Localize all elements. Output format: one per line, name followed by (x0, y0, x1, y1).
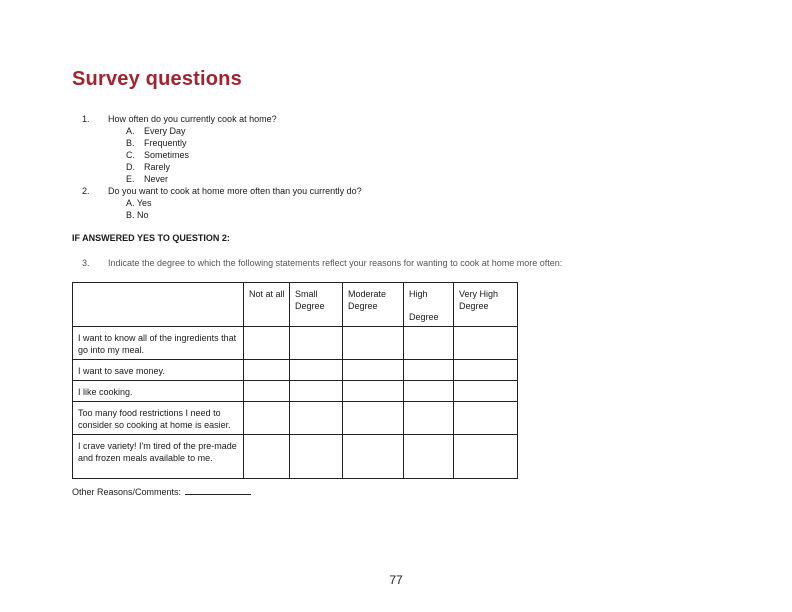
header-empty (73, 283, 244, 327)
statement-cell: Too many food restrictions I need to consider so cooking at home is easier. (73, 402, 244, 435)
rating-cell-small[interactable] (290, 435, 343, 479)
header-degree-label: Degree (409, 312, 439, 322)
option-letter: B. (126, 138, 135, 148)
rating-table (72, 282, 518, 479)
rating-cell-small[interactable] (290, 381, 343, 402)
rating-cell-very-high[interactable] (454, 381, 518, 402)
conditional-instruction: IF ANSWERED YES TO QUESTION 2: (72, 233, 230, 243)
question-1-number: 1. (82, 114, 90, 124)
rating-cell-high[interactable] (404, 402, 454, 435)
rating-cell-very-high[interactable] (454, 360, 518, 381)
option-text: Every Day (144, 126, 186, 136)
option-letter: D. (126, 162, 135, 172)
option-text: Frequently (144, 138, 187, 148)
question-3-text: Indicate the degree to which the following statements reflect your reasons for wanting to cook at home more often: (108, 258, 563, 268)
rating-cell-moderate[interactable] (343, 360, 404, 381)
question-2-text: Do you want to cook at home more often than you currently do? (108, 186, 362, 196)
q2-option-yes[interactable]: A. Yes (126, 198, 152, 208)
rating-cell-moderate[interactable] (343, 435, 404, 479)
option-text: Rarely (144, 162, 171, 172)
header-moderate-degree: Moderate Degree (343, 283, 404, 327)
table-row (73, 402, 518, 435)
rating-cell-high[interactable] (404, 360, 454, 381)
table-row (73, 360, 518, 381)
comments-blank-line[interactable] (185, 485, 251, 495)
rating-cell-high[interactable] (404, 381, 454, 402)
table-row (73, 435, 518, 479)
rating-cell-small[interactable] (290, 402, 343, 435)
rating-cell-high[interactable] (404, 327, 454, 360)
q2-option-no[interactable]: B. No (126, 210, 149, 220)
option-letter: C. (126, 150, 135, 160)
rating-cell-not-at-all[interactable] (244, 435, 290, 479)
rating-cell-moderate[interactable] (343, 402, 404, 435)
rating-cell-very-high[interactable] (454, 327, 518, 360)
rating-cell-small[interactable] (290, 327, 343, 360)
question-2-number: 2. (82, 186, 90, 196)
statement-cell: I want to know all of the ingredients that go into my meal. (73, 327, 244, 360)
header-high-label: High (409, 289, 428, 299)
rating-cell-very-high[interactable] (454, 435, 518, 479)
table-row (73, 327, 518, 360)
rating-cell-very-high[interactable] (454, 402, 518, 435)
statement-cell: I want to save money. (73, 360, 244, 381)
rating-cell-not-at-all[interactable] (244, 327, 290, 360)
question-3-number: 3. (82, 258, 90, 268)
rating-cell-small[interactable] (290, 360, 343, 381)
rating-cell-moderate[interactable] (343, 381, 404, 402)
header-small-degree: Small Degree (290, 283, 343, 327)
page-title: Survey questions (72, 68, 242, 90)
header-not-at-all: Not at all (244, 283, 290, 327)
rating-cell-moderate[interactable] (343, 327, 404, 360)
statement-cell: I like cooking. (73, 381, 244, 402)
table-row (73, 381, 518, 402)
table-header-row (73, 283, 518, 327)
comments-field (72, 485, 251, 497)
rating-cell-not-at-all[interactable] (244, 360, 290, 381)
rating-cell-not-at-all[interactable] (244, 402, 290, 435)
question-1-text: How often do you currently cook at home? (108, 114, 277, 124)
statement-cell: I crave variety! I'm tired of the pre-made and frozen meals available to me. (73, 435, 244, 479)
page-number: 77 (389, 573, 403, 587)
option-letter: E. (126, 174, 135, 184)
rating-cell-not-at-all[interactable] (244, 381, 290, 402)
option-text: Sometimes (144, 150, 190, 160)
comments-label: Other Reasons/Comments: (72, 487, 182, 497)
option-text: Never (144, 174, 169, 184)
option-letter: A. (126, 126, 135, 136)
header-very-high-degree: Very High Degree (454, 283, 518, 327)
header-high-degree (404, 283, 454, 327)
rating-cell-high[interactable] (404, 435, 454, 479)
